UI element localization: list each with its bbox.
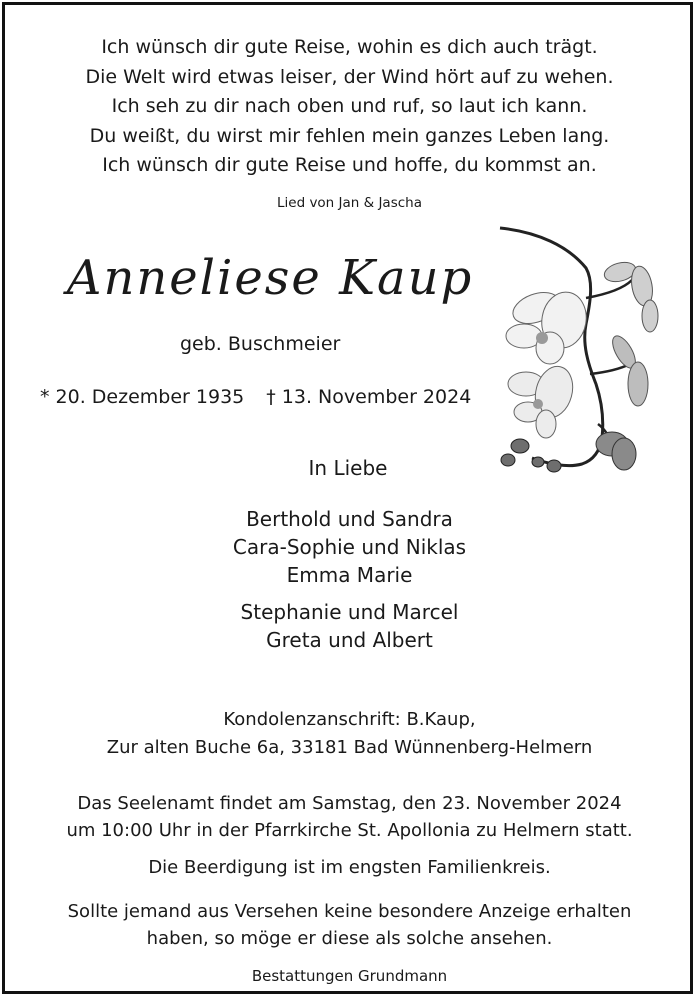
birth-name: geb. Buschmeier (180, 333, 341, 355)
poem (0, 33, 699, 181)
deceased-name: Anneliese Kaup (66, 250, 474, 306)
poem-line: Ich wünsch dir gute Reise, wohin es dich auch trägt. (101, 36, 598, 58)
life-dates (40, 386, 471, 408)
notice-text (0, 898, 699, 952)
family-member: Cara-Sophie und Niklas (232, 535, 467, 559)
birth-date: * 20. Dezember 1935 (40, 386, 245, 408)
address-line: Zur alten Buche 6a, 33181 Bad Wünnenberg-Helmern (106, 737, 593, 758)
mass-line: Das Seelenamt findet am Samstag, den 23. November 2024 (77, 793, 622, 814)
burial-info: Die Beerdigung ist im engsten Familienkreis. (148, 857, 551, 878)
family-member: Stephanie und Marcel (240, 600, 459, 624)
mass-line: um 10:00 Uhr in der Pfarrkirche St. Apollonia zu Helmern statt. (66, 820, 633, 841)
poem-line: Ich seh zu dir nach oben und ruf, so laut ich kann. (111, 95, 588, 117)
in-love-heading: In Liebe (308, 456, 388, 480)
poem-line: Die Welt wird etwas leiser, der Wind hört auf zu wehen. (85, 65, 614, 88)
poem-line: Ich wünsch dir gute Reise und hoffe, du kommst an. (102, 154, 597, 176)
notice-line: Sollte jemand aus Versehen keine besondere Anzeige erhalten (67, 901, 632, 922)
notice-line: haben, so möge er diese als solche ansehen. (146, 928, 553, 949)
condolence-address (0, 706, 699, 762)
death-date: † 13. November 2024 (266, 386, 472, 408)
requiem-mass-info (0, 790, 699, 844)
family-group-1 (0, 505, 699, 589)
orchid-branch-icon (498, 224, 668, 479)
poem-line: Du weißt, du wirst mir fehlen mein ganzes Leben lang. (89, 124, 610, 147)
family-member: Emma Marie (286, 563, 413, 587)
poem-credit: Lied von Jan & Jascha (277, 195, 422, 211)
address-line: Kondolenzanschrift: B.Kaup, (223, 709, 476, 730)
family-member: Greta und Albert (266, 628, 433, 652)
family-group-2 (0, 598, 699, 654)
undertaker-name: Bestattungen Grundmann (251, 967, 448, 985)
family-member: Berthold und Sandra (246, 507, 453, 531)
